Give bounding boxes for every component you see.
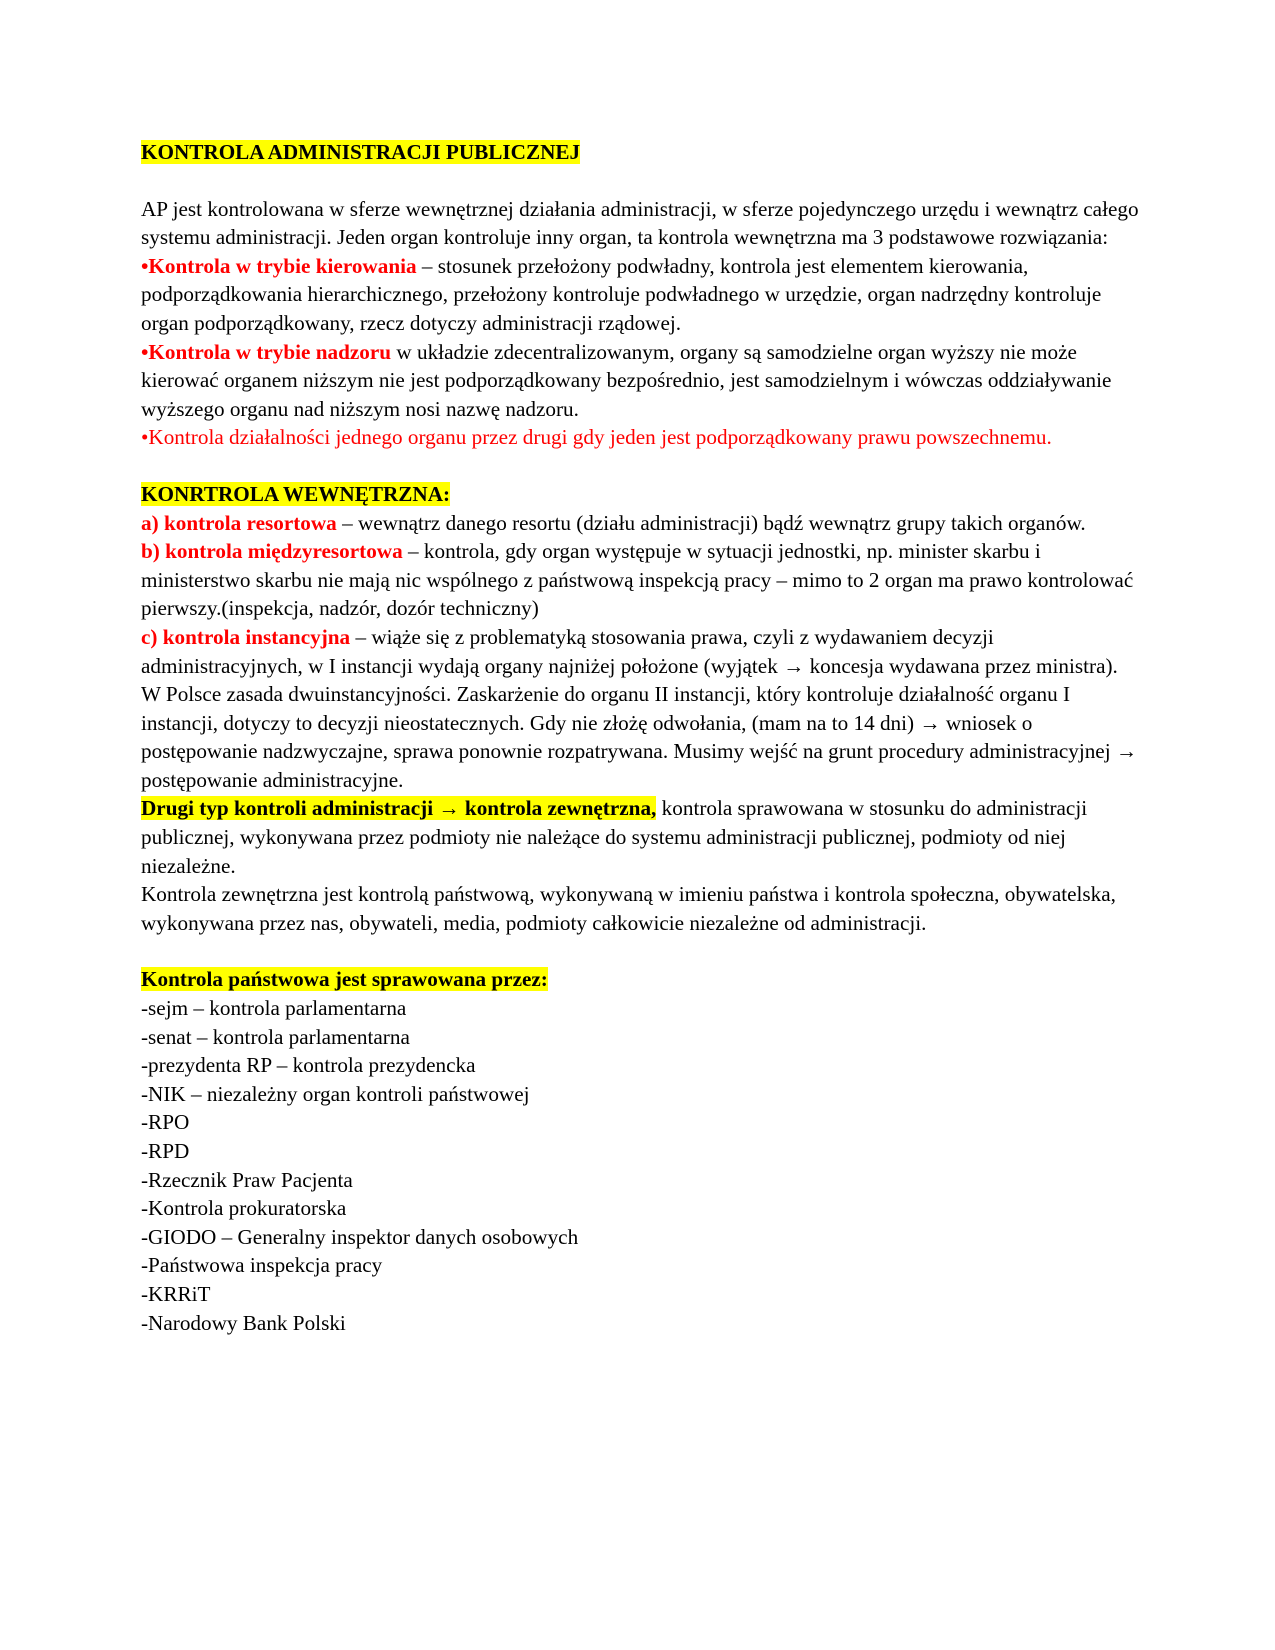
list-item: -Kontrola prokuratorska: [141, 1196, 347, 1221]
document-title: KONTROLA ADMINISTRACJI PUBLICZNEJ: [141, 140, 581, 164]
item-miedzyresortowa: b) kontrola międzyresortowa – kontrola, gdy organ występuje w sytuacji jednostki, np. minister skarbu i ministerstwo skarbu nie mają nic wspólnego z państwową inspekcją pracy – mimo to 2 organ ma prawo kontrolować pierwszy.(inspekcja, nadzór, dozór techniczny): [141, 539, 1134, 621]
list-item: -prezydenta RP – kontrola prezydencka: [141, 1053, 476, 1078]
list-item: -GIODO – Generalny inspektor danych osobowych: [141, 1224, 579, 1249]
list-item: -KRRiT: [141, 1281, 211, 1306]
external-paragraph: Drugi typ kontroli administracji → kontrola zewnętrzna, kontrola sprawowana w stosunku do administracji publicznej, wykonywana przez podmioty nie należące do systemu administracji publicznej, podmioty od niej niezależne.: [141, 796, 1088, 878]
list-item: -NIK – niezależny organ kontroli państwowej: [141, 1081, 530, 1106]
list-item: -Narodowy Bank Polski: [141, 1310, 346, 1335]
list-item: -sejm – kontrola parlamentarna: [141, 996, 407, 1021]
item-instancyjna: c) kontrola instancyjna – wiąże się z problematyką stosowania prawa, czyli z wydawaniem decyzji administracyjnych, w I instancji wydają organy najniżej położone (wyjątek → koncesja wydawana przez ministra). W Polsce zasada dwuinstancyjności. Zaskarżenie do organu II instancji, który kontroluje działalność organu I instancji, dotyczy to decyzji nieostatecznych. Gdy nie złożę odwołania, (mam na to 14 dni) → wniosek o postępowanie nadzwyczajne, sprawa ponownie rozpatrywana. Musimy wejść na grunt procedury administracyjnej → postępowanie administracyjne.: [141, 624, 1138, 792]
list-item: -RPO: [141, 1110, 190, 1135]
state-heading: Kontrola państwowa jest sprawowana przez:: [141, 967, 548, 992]
list-item: -Państwowa inspekcja pracy: [141, 1253, 383, 1278]
list-item: -RPD: [141, 1139, 190, 1163]
state-list: [141, 994, 1141, 1337]
list-item: -senat – kontrola parlamentarna: [141, 1024, 410, 1049]
bullet-prawo-powszechne: •Kontrola działalności jednego organu przez drugi gdy jeden jest podporządkowany prawu powszechnemu.: [141, 425, 1052, 450]
external-paragraph-2: Kontrola zewnętrzna jest kontrolą państwową, wykonywaną w imieniu państwa i kontrola społeczna, obywatelska, wykonywana przez nas, obywateli, media, podmioty całkowicie niezależne od administracji.: [141, 882, 1116, 935]
bullet-kierowanie: •Kontrola w trybie kierowania – stosunek przełożony podwładny, kontrola jest elementem kierowania, podporządkowania hierarchicznego, przełożony kontroluje podwładnego w urzędzie, organ nadrzędny kontroluje organ podporządkowany, rzecz dotyczy administracji rządowej.: [141, 253, 1102, 335]
item-resortowa: a) kontrola resortowa – wewnątrz danego resortu (działu administracji) bądź wewnątrz grupy takich organów.: [141, 510, 1086, 535]
list-item: -Rzecznik Praw Pacjenta: [141, 1167, 353, 1192]
internal-heading: KONRTROLA WEWNĘTRZNA:: [141, 481, 451, 506]
bullet-nadzor: •Kontrola w trybie nadzoru w układzie zdecentralizowanym, organy są samodzielne organ wyższy nie może kierować organem niższym nie jest podporządkowany bezpośrednio, jest samodzielnym i wówczas oddziaływanie wyższego organu nad niższym nosi nazwę nadzoru.: [141, 339, 1112, 421]
document-page: [141, 138, 1141, 1337]
intro-paragraph: AP jest kontrolowana w sferze wewnętrznej działania administracji, w sferze pojedynczego urzędu i wewnątrz całego systemu administracji. Jeden organ kontroluje inny organ, ta kontrola wewnętrzna ma 3 podstawowe rozwiązania:: [141, 196, 1139, 250]
